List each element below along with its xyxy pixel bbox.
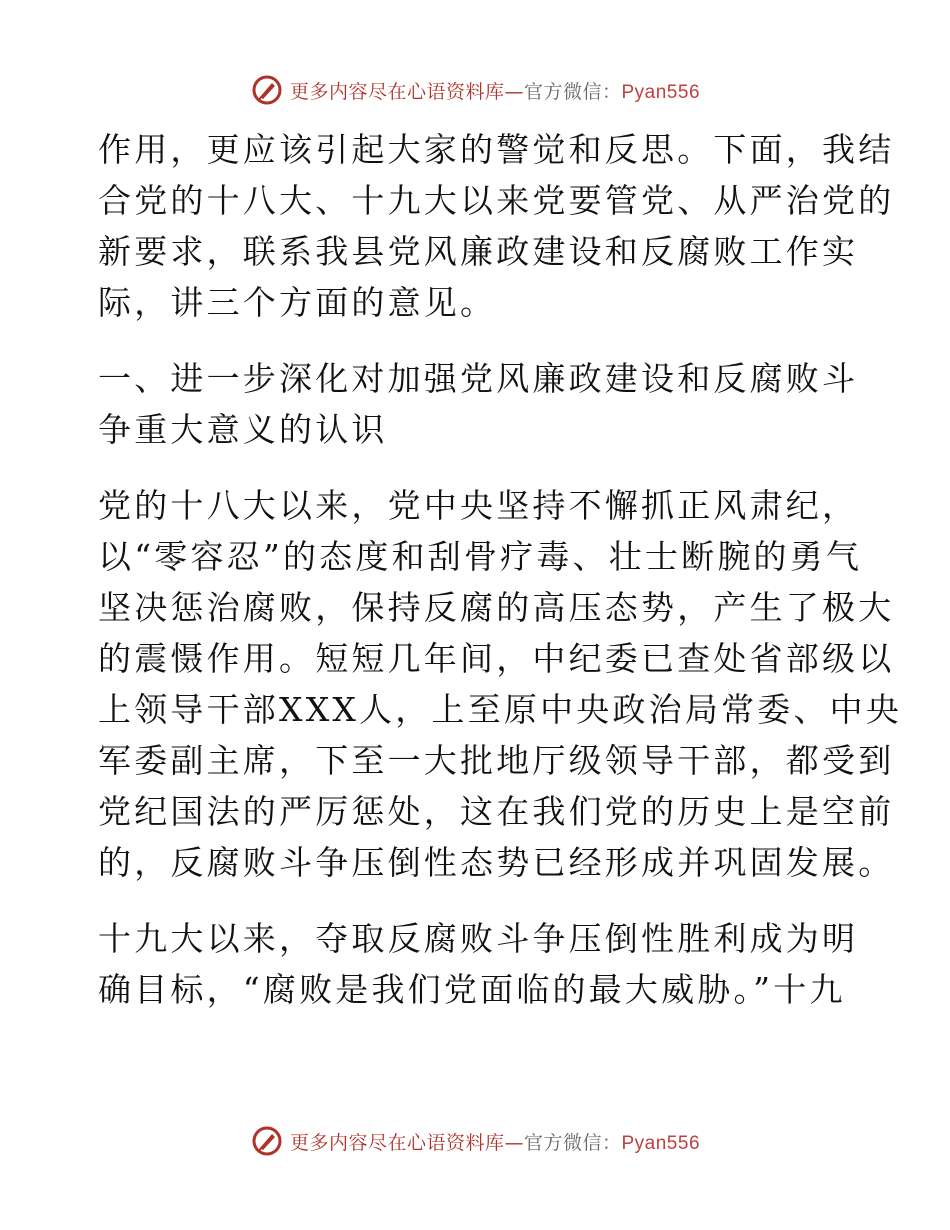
text-line: 的震慑作用。短短几年间，中纪委已查处省部级以: [98, 639, 895, 678]
paragraph: [98, 913, 858, 1015]
wechat-id: Pyan556: [621, 81, 701, 103]
quill-logo-icon: [250, 73, 284, 107]
header-watermark: [0, 70, 950, 110]
text-line: 新要求，联系我县党风廉政建设和反腐败工作实: [98, 232, 859, 271]
text-line: 确目标，“腐败是我们党面临的最大威胁。”十九: [98, 970, 846, 1009]
text-line: 十九大以来，夺取反腐败斗争压倒性胜利成为明: [98, 919, 859, 958]
quill-logo-icon: [250, 1124, 284, 1158]
text-line: 的，反腐败斗争压倒性态势已经形成并巩固发展。: [98, 843, 895, 882]
text-line: 上领导干部XXX人，上至原中央政治局常委、中央: [98, 690, 903, 729]
watermark-text: 更多内容尽在心语资料库—官方微信：Pyan556: [289, 1131, 701, 1154]
wechat-id: Pyan556: [621, 1132, 701, 1154]
watermark-text: 更多内容尽在心语资料库—官方微信：Pyan556: [289, 80, 701, 103]
text-line: 以“零容忍”的态度和刮骨疗毒、壮士断腕的勇气: [98, 537, 863, 576]
text-line: 合党的十八大、十九大以来党要管党、从严治党的: [98, 181, 895, 220]
text-line: 坚决惩治腐败，保持反腐的高压态势，产生了极大: [98, 588, 895, 627]
text-line: 一、进一步深化对加强党风廉政建设和反腐败斗: [98, 359, 859, 398]
text-line: 争重大意义的认识: [98, 410, 388, 449]
section-heading: [98, 353, 858, 455]
paragraph: [98, 124, 895, 328]
text-line: 作用，更应该引起大家的警觉和反思。下面，我结: [98, 130, 895, 169]
text-line: 党纪国法的严厉惩处，这在我们党的历史上是空前: [98, 792, 895, 831]
text-line: 党的十八大以来，党中央坚持不懈抓正风肃纪，: [98, 486, 859, 525]
footer-watermark: [0, 1121, 950, 1161]
paragraph: [98, 480, 903, 888]
text-line: 际，讲三个方面的意见。: [98, 283, 497, 322]
text-line: 军委副主席，下至一大批地厅级领导干部，都受到: [98, 741, 895, 780]
document-body: [98, 124, 903, 1040]
